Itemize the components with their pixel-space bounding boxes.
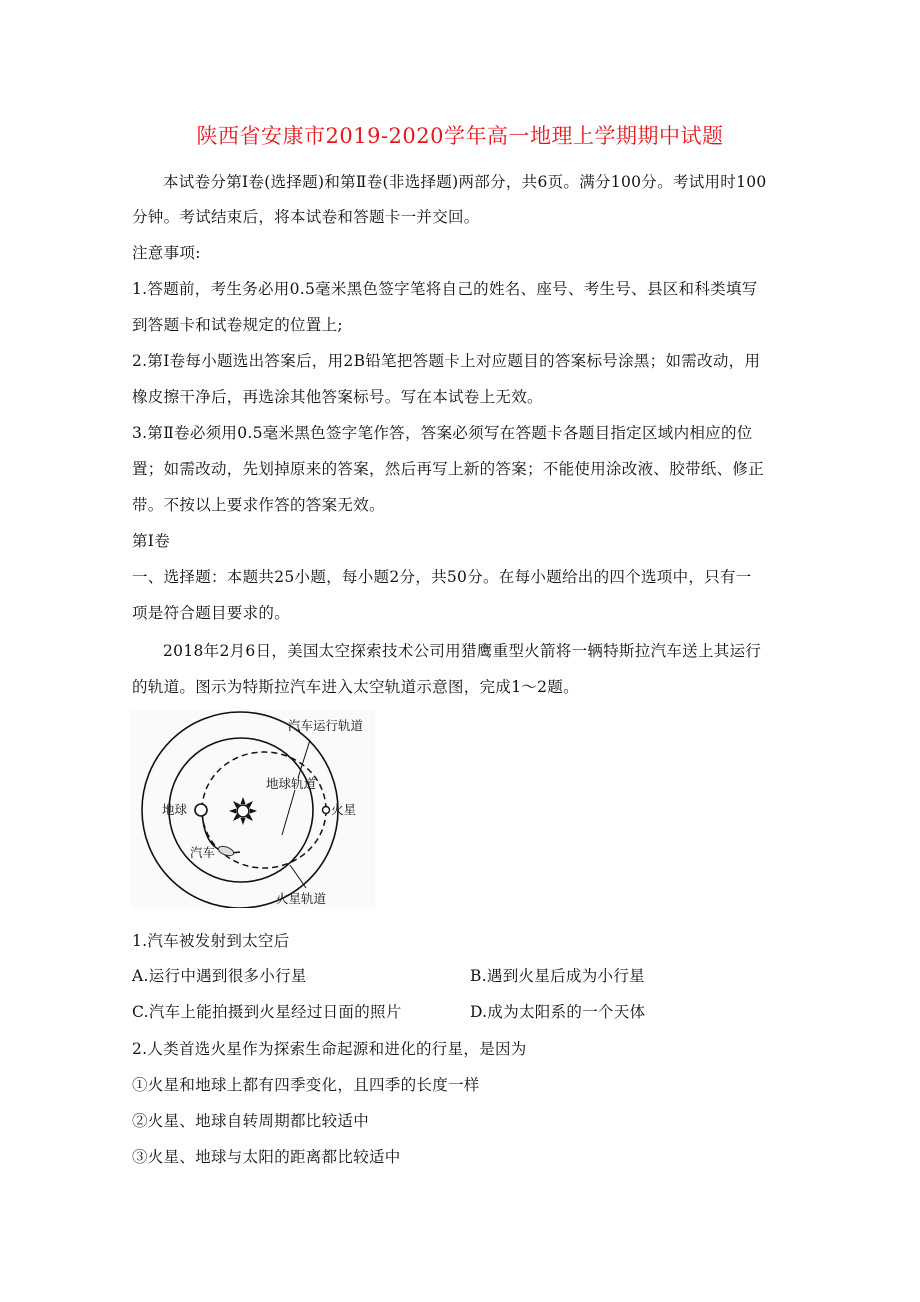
notes-heading: 注意事项: <box>132 244 201 262</box>
question-2-statement-3: ③火星、地球与太阳的距离都比较适中 <box>132 1148 401 1166</box>
note-1-line-2: 到答题卡和试卷规定的位置上; <box>132 316 343 334</box>
page-title: 陕西省安康市2019-2020学年高一地理上学期期中试题 <box>196 124 724 148</box>
question-1-option-d: D.成为太阳系的一个天体 <box>470 1003 646 1021</box>
note-2-line-1: 2.第Ⅰ卷每小题选出答案后，用2B铅笔把答题卡上对应题目的答案标号涂黑；如需改动，用 <box>132 352 761 370</box>
section-instructions-line-1: 一、选择题：本题共25小题，每小题2分，共50分。在每小题给出的四个选项中，只有一 <box>132 568 752 586</box>
question-1-option-a: A.运行中遇到很多小行星 <box>132 967 307 985</box>
label-car-orbit: 汽车运行轨道 <box>288 718 364 733</box>
label-mars: 火星 <box>331 802 357 817</box>
note-1-line-1: 1.答题前，考生务必用0.5毫米黑色签字笔将自己的姓名、座号、考生号、县区和科类填写 <box>132 280 758 298</box>
question-1-option-b: B.遇到火星后成为小行星 <box>470 967 645 985</box>
label-earth: 地球 <box>162 802 188 817</box>
question-1-stem: 1.汽车被发射到太空后 <box>132 932 290 950</box>
question-1-option-c: C.汽车上能拍摄到火星经过日面的照片 <box>132 1003 402 1021</box>
question-2-statement-1: ①火星和地球上都有四季变化，且四季的长度一样 <box>132 1076 480 1094</box>
note-3-line-1: 3.第Ⅱ卷必须用0.5毫米黑色签字笔作答，答案必须写在答题卡各题目指定区域内相应的位 <box>132 424 753 442</box>
orbit-diagram <box>130 710 375 908</box>
earth-marker <box>195 804 207 816</box>
intro-line-2: 分钟。考试结束后，将本试卷和答题卡一并交回。 <box>132 208 480 226</box>
section-instructions-line-2: 项是符合题目要求的。 <box>132 604 291 622</box>
volume-heading: 第Ⅰ卷 <box>132 532 171 550</box>
label-earth-orbit: 地球轨道 <box>266 776 317 791</box>
question-2-stem: 2.人类首选火星作为探索生命起源和进化的行星，是因为 <box>132 1040 527 1058</box>
note-2-line-2: 橡皮擦干净后，再选涂其他答案标号。写在本试卷上无效。 <box>132 388 543 406</box>
car-marker <box>217 845 235 858</box>
note-3-line-3: 带。不按以上要求作答的答案无效。 <box>132 496 385 514</box>
passage-line-1: 2018年2月6日，美国太空探索技术公司用猎鹰重型火箭将一辆特斯拉汽车送上其运行 <box>163 642 762 660</box>
passage-line-2: 的轨道。图示为特斯拉汽车进入太空轨道示意图，完成1～2题。 <box>132 678 579 696</box>
sun-icon <box>229 797 257 825</box>
label-car: 汽车 <box>190 845 216 860</box>
note-3-line-2: 置；如需改动，先划掉原来的答案，然后再写上新的答案；不能使用涂改液、胶带纸、修正 <box>132 460 765 478</box>
intro-line-1: 本试卷分第Ⅰ卷(选择题)和第Ⅱ卷(非选择题)两部分，共6页。满分100分。考试用时100 <box>163 173 767 191</box>
question-2-statement-2: ②火星、地球自转周期都比较适中 <box>132 1112 370 1130</box>
label-mars-orbit: 火星轨道 <box>276 891 327 906</box>
mars-marker <box>323 807 330 814</box>
